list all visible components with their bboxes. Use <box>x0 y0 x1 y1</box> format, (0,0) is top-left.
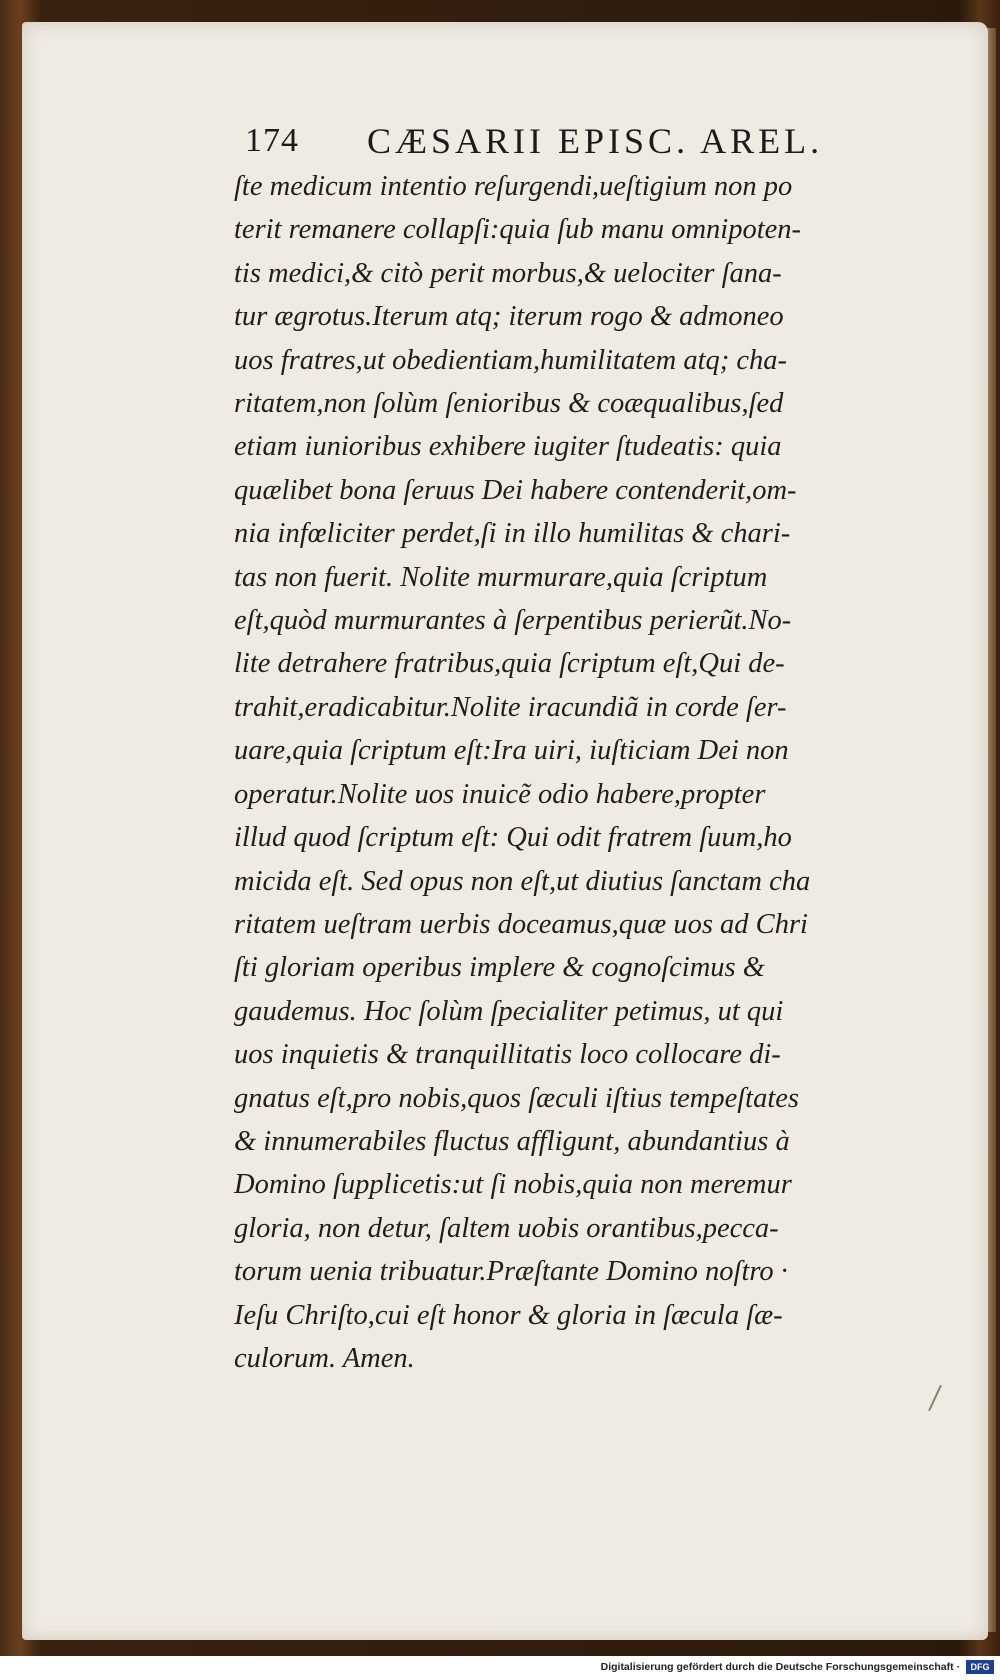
text-line: tis medici,& citò perit morbus,& uelociter ſana- <box>234 257 782 289</box>
text-line: torum uenia tribuatur.Præſtante Domino noſtro · <box>234 1256 788 1288</box>
text-line: gloria, non detur, ſaltem uobis orantibus,pecca- <box>234 1212 779 1244</box>
text-line: culorum. Amen. <box>234 1342 415 1374</box>
text-line: ritatem ueſtram uerbis doceamus,quæ uos ad Chri <box>234 908 808 940</box>
text-line: ſti gloriam operibus implere & cognoſcimus & <box>234 952 765 984</box>
footer-bar <box>0 1656 1000 1680</box>
text-line: terit remanere collapſi:quia ſub manu omnipoten- <box>234 214 802 246</box>
page-header <box>245 118 905 166</box>
text-line: ſte medicum intentio reſurgendi,ueſtigium non po <box>234 171 793 202</box>
body-text <box>234 165 904 1380</box>
text-line: uos fratres,ut obedientiam,humilitatem atq; cha- <box>234 344 788 376</box>
text-line: Domino ſupplicetis:ut ſi nobis,quia non meremur <box>234 1169 792 1201</box>
text-line: trahit,eradicabitur.Nolite iracundiã in corde ſer- <box>234 691 787 723</box>
page-number: 174 <box>245 122 299 159</box>
text-line: etiam iunioribus exhibere iugiter ſtudeatis: quia <box>234 431 782 463</box>
text-line: micida eſt. Sed opus non eſt,ut diutius ſanctam cha <box>234 865 811 897</box>
text-line: tur ægrotus.Iterum atq; iterum rogo & admoneo <box>234 301 784 333</box>
text-line: illud quod ſcriptum eſt: Qui odit fratrem ſuum,ho <box>234 822 792 854</box>
text-line: ritatem,non ſolùm ſenioribus & coæqualibus,ſed <box>234 388 784 420</box>
text-line: lite detrahere fratribus,quia ſcriptum eſt,Qui de- <box>234 648 785 680</box>
text-line: uare,quia ſcriptum eſt:Ira uiri, iuſticiam Dei non <box>234 735 789 767</box>
text-line: tas non fuerit. Nolite murmurare,quia ſcriptum <box>234 561 768 593</box>
text-line: eſt,quòd murmurantes à ſerpentibus perierũt.No- <box>234 605 792 637</box>
text-line: uos inquietis & tranquillitatis loco collocare di- <box>234 1039 781 1071</box>
text-line: Ieſu Chriſto,cui eſt honor & gloria in ſæcula ſæ- <box>234 1299 783 1331</box>
text-line: operatur.Nolite uos inuicẽ odio habere,propter <box>234 778 766 810</box>
text-line: & innumerabiles fluctus affligunt, abundantius à <box>234 1125 790 1157</box>
text-line: gnatus eſt,pro nobis,quos ſæculi iſtius tempeſtates <box>234 1082 799 1114</box>
dfg-logo: DFG <box>966 1660 994 1674</box>
running-title: CÆSARII EPISC. AREL. <box>367 121 824 161</box>
text-line: gaudemus. Hoc ſolùm ſpecialiter petimus, ut qui <box>234 995 784 1027</box>
text-line: quælibet bona ſeruus Dei habere contenderit,om- <box>234 474 797 506</box>
digitization-credit: Digitalisierung gefördert durch die Deutsche Forschungsgemeinschaft · <box>600 1661 960 1673</box>
text-line: nia infœliciter perdet,ſi in illo humilitas & chari- <box>234 518 791 550</box>
